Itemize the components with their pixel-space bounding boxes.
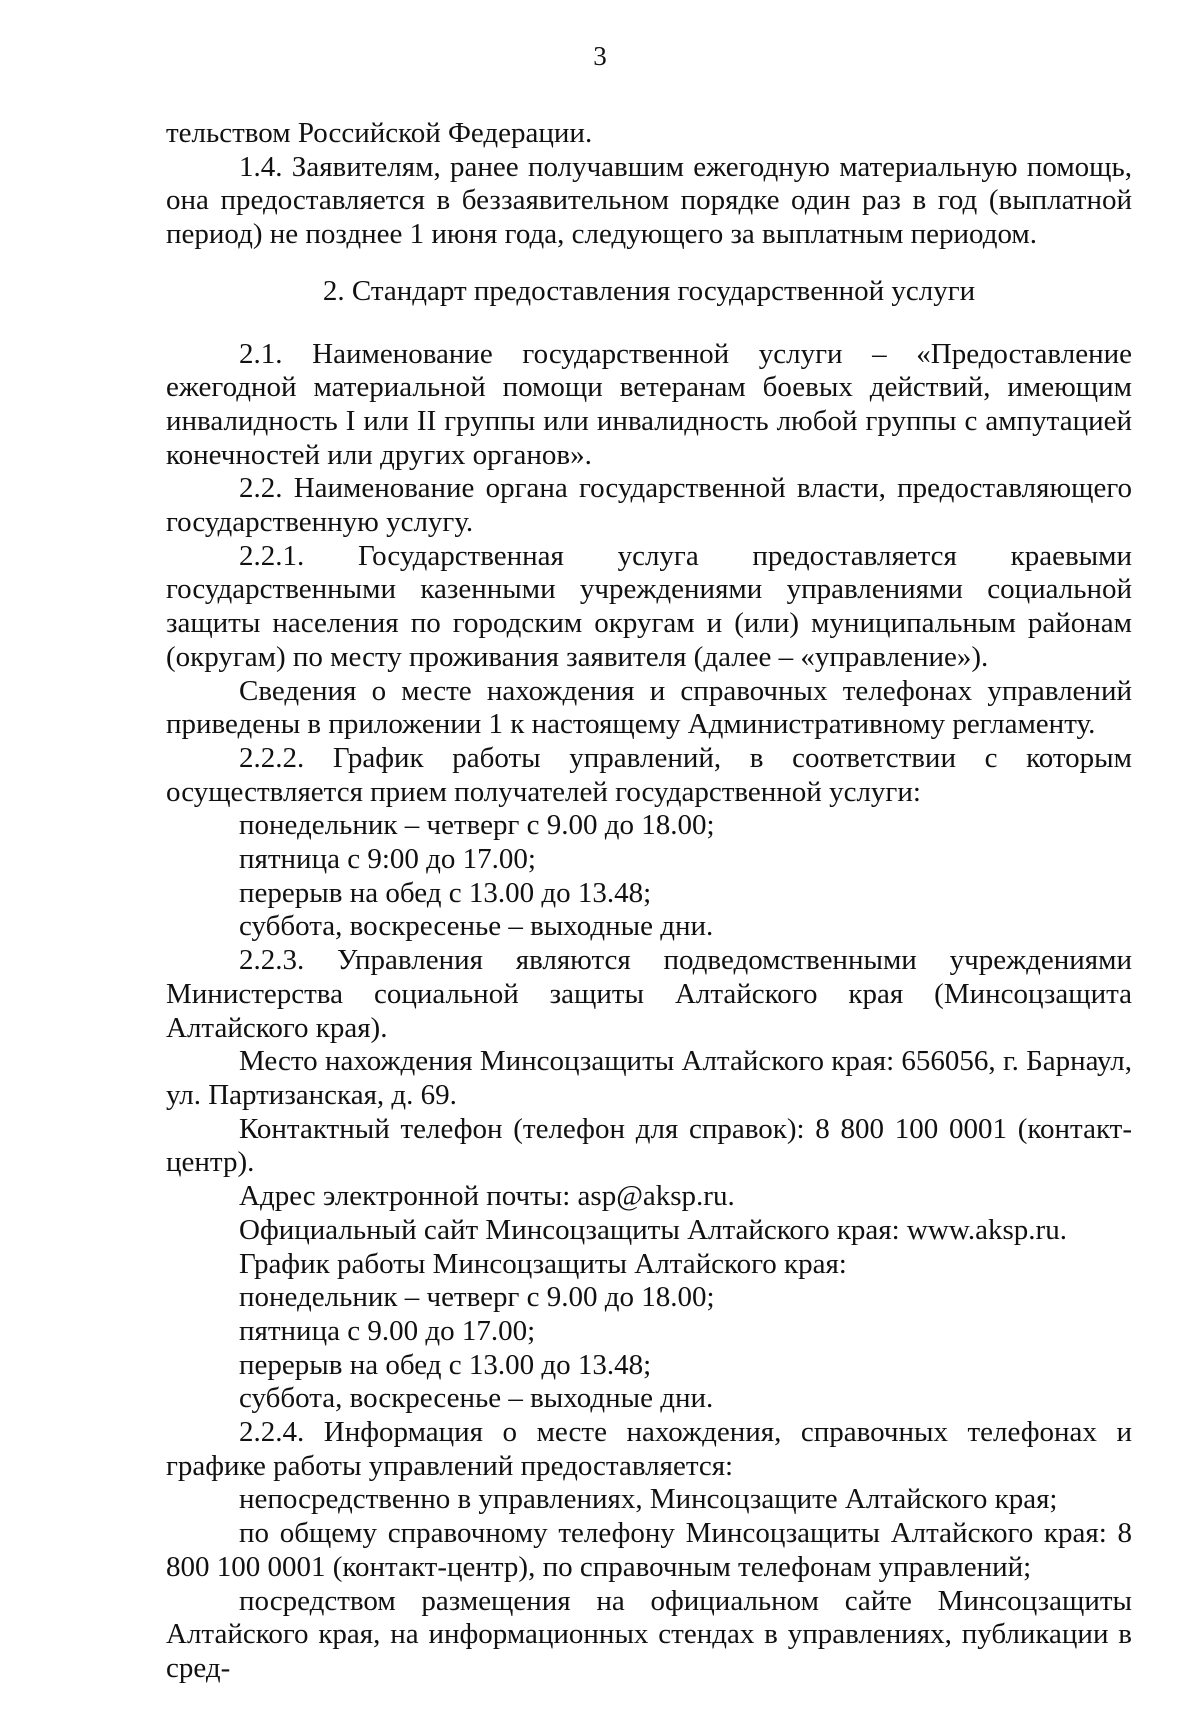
paragraph: 1.4. Заявителям, ранее получавшим ежегодную материальную помощь, она предоставляется в беззаявительном порядке один раз в год (выплатной период) не позднее 1 июня года, следующего за выплатным периодом. [166, 150, 1132, 251]
schedule-line: пятница с 9.00 до 17.00; [239, 1314, 536, 1347]
page-number: 3 [593, 41, 607, 71]
paragraph: 2.2.4. Информация о месте нахождения, справочных телефонах и графике работы управлений предоставляется: [166, 1416, 1132, 1482]
paragraph: Место нахождения Минсоцзащиты Алтайского края: 656056, г. Барнаул, ул. Партизанская, д. 69. [166, 1045, 1132, 1111]
paragraph: 2.1. Наименование государственной услуги – «Предоставление ежегодной материальной помощи ветеранам боевых действий, имеющим инвалидность I или II группы или инвалидность любой группы с ампутацией конечностей или других органов». [166, 337, 1132, 471]
paragraph: 2.2.2. График работы управлений, в соответствии с которым осуществляется прием получателей государственной услуги: [166, 741, 1132, 808]
section-heading: 2. Стандарт предоставления государственной услуги [322, 274, 976, 307]
paragraph: 2.2.3. Управления являются подведомственными учреждениями Министерства социальной защиты Алтайского края (Минсоцзащита Алтайского края). [166, 944, 1132, 1044]
schedule-line: понедельник – четверг с 9.00 до 18.00; [239, 809, 715, 842]
paragraph: Адрес электронной почты: asp@aksp.ru. [239, 1180, 735, 1213]
paragraph: по общему справочному телефону Минсоцзащиты Алтайского края: 8 800 100 0001 (контакт-центр), по справочным телефонам управлений; [166, 1517, 1132, 1583]
paragraph: 2.2. Наименование органа государственной власти, предоставляющего государственную услугу. [166, 472, 1132, 539]
schedule-line: понедельник – четверг с 9.00 до 18.00; [239, 1281, 715, 1314]
schedule-line: перерыв на обед с 13.00 до 13.48; [239, 876, 652, 909]
schedule-line: пятница с 9:00 до 17.00; [239, 843, 536, 876]
schedule-line: перерыв на обед с 13.00 до 13.48; [239, 1348, 652, 1381]
paragraph: Сведения о месте нахождения и справочных телефонах управлений приведены в приложении 1 к настоящему Административному регламенту. [166, 674, 1132, 741]
paragraph: непосредственно в управлениях, Минсоцзащите Алтайского края; [239, 1483, 1058, 1516]
document-body [166, 117, 1132, 1686]
paragraph: Официальный сайт Минсоцзащиты Алтайского края: www.aksp.ru. [239, 1213, 1067, 1246]
schedule-line: суббота, воскресенье – выходные дни. [239, 1382, 714, 1415]
paragraph: 2.2.1. Государственная услуга предоставляется краевыми государственными казенными учреждениями управлениями социальной защиты населения по городским округам и (или) муниципальным районам (округам) по месту проживания заявителя (далее – «управление»). [166, 539, 1132, 673]
paragraph: посредством размещения на официальном сайте Минсоцзащиты Алтайского края, на информационных стендах в управлениях, публикации в сред- [166, 1584, 1132, 1684]
paragraph: График работы Минсоцзащиты Алтайского края: [239, 1247, 847, 1280]
paragraph: тельством Российской Федерации. [166, 117, 593, 149]
schedule-line: суббота, воскресенье – выходные дни. [239, 910, 714, 943]
paragraph: Контактный телефон (телефон для справок): 8 800 100 0001 (контакт-центр). [166, 1112, 1132, 1179]
